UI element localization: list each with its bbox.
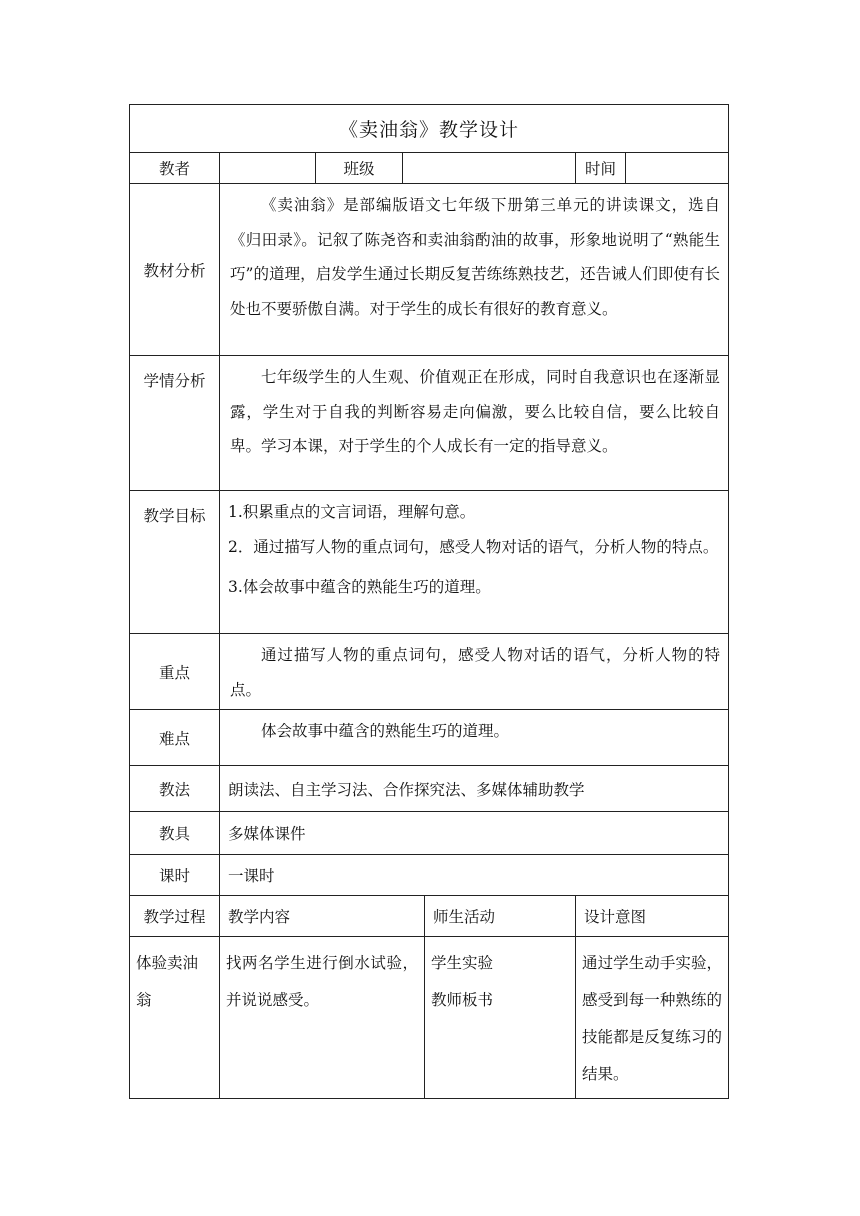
student-analysis-text: 七年级学生的人生观、价值观正在形成，同时自我意识也在逐渐显露，学生对于自我的判断容易走向偏激，要么比较自信，要么比较自卑。学习本课，对于学生的个人成长有一定的指导意义。 — [220, 356, 729, 491]
process-content-cell: 找两名学生进行倒水试验，并说说感受。 — [220, 937, 425, 1099]
periods-label: 课时 — [130, 855, 220, 896]
teacher-label: 教者 — [130, 153, 220, 184]
material-analysis-label: 教材分析 — [130, 184, 220, 356]
process-activities-cell — [425, 937, 576, 1099]
method-text: 朗读法、自主学习法、合作探究法、多媒体辅助教学 — [220, 766, 729, 812]
lesson-plan-table — [129, 104, 729, 1099]
activity-item: 学生实验 — [431, 954, 494, 972]
process-header-intent: 设计意图 — [576, 896, 729, 937]
lesson-plan-document — [129, 104, 728, 1099]
tools-label: 教具 — [130, 812, 220, 855]
process-header-stage: 教学过程 — [130, 896, 220, 937]
activity-item: 教师板书 — [431, 991, 494, 1009]
document-title: 《卖油翁》教学设计 — [130, 105, 729, 153]
goal-item: 3.体会故事中蕴含的熟能生巧的道理。 — [228, 578, 491, 596]
process-intent-cell: 通过学生动手实验，感受到每一种熟练的技能都是反复练习的结果。 — [576, 937, 729, 1099]
material-analysis-text: 《卖油翁》是部编版语文七年级下册第三单元的讲读课文，选自《归田录》。记叙了陈尧咨和卖油翁酌油的故事，形象地说明了“熟能生巧”的道理，启发学生通过长期反复苦练练熟技艺，还告诫人们即使有长处也不要骄傲自满。对于学生的成长有很好的教育意义。 — [220, 184, 729, 356]
teaching-goals-list — [220, 491, 729, 634]
process-header-content: 教学内容 — [220, 896, 425, 937]
time-label: 时间 — [576, 153, 626, 184]
difficulty-text: 体会故事中蕴含的熟能生巧的道理。 — [220, 710, 729, 766]
goal-item: 2．通过描写人物的重点词句，感受人物对话的语气，分析人物的特点。 — [228, 537, 719, 556]
difficulty-label: 难点 — [130, 710, 220, 766]
tools-text: 多媒体课件 — [220, 812, 729, 855]
key-point-text: 通过描写人物的重点词句，感受人物对话的语气，分析人物的特点。 — [220, 634, 729, 710]
student-analysis-label: 学情分析 — [130, 356, 220, 491]
goal-item: 1.积累重点的文言词语，理解句意。 — [228, 503, 476, 521]
key-point-label: 重点 — [130, 634, 220, 710]
periods-text: 一课时 — [220, 855, 729, 896]
teacher-value — [220, 153, 316, 184]
teaching-goals-label: 教学目标 — [130, 491, 220, 634]
process-stage-cell: 体验卖油翁 — [130, 937, 220, 1099]
process-header-activities: 师生活动 — [425, 896, 576, 937]
time-value — [626, 153, 729, 184]
method-label: 教法 — [130, 766, 220, 812]
class-label: 班级 — [316, 153, 403, 184]
class-value — [403, 153, 576, 184]
